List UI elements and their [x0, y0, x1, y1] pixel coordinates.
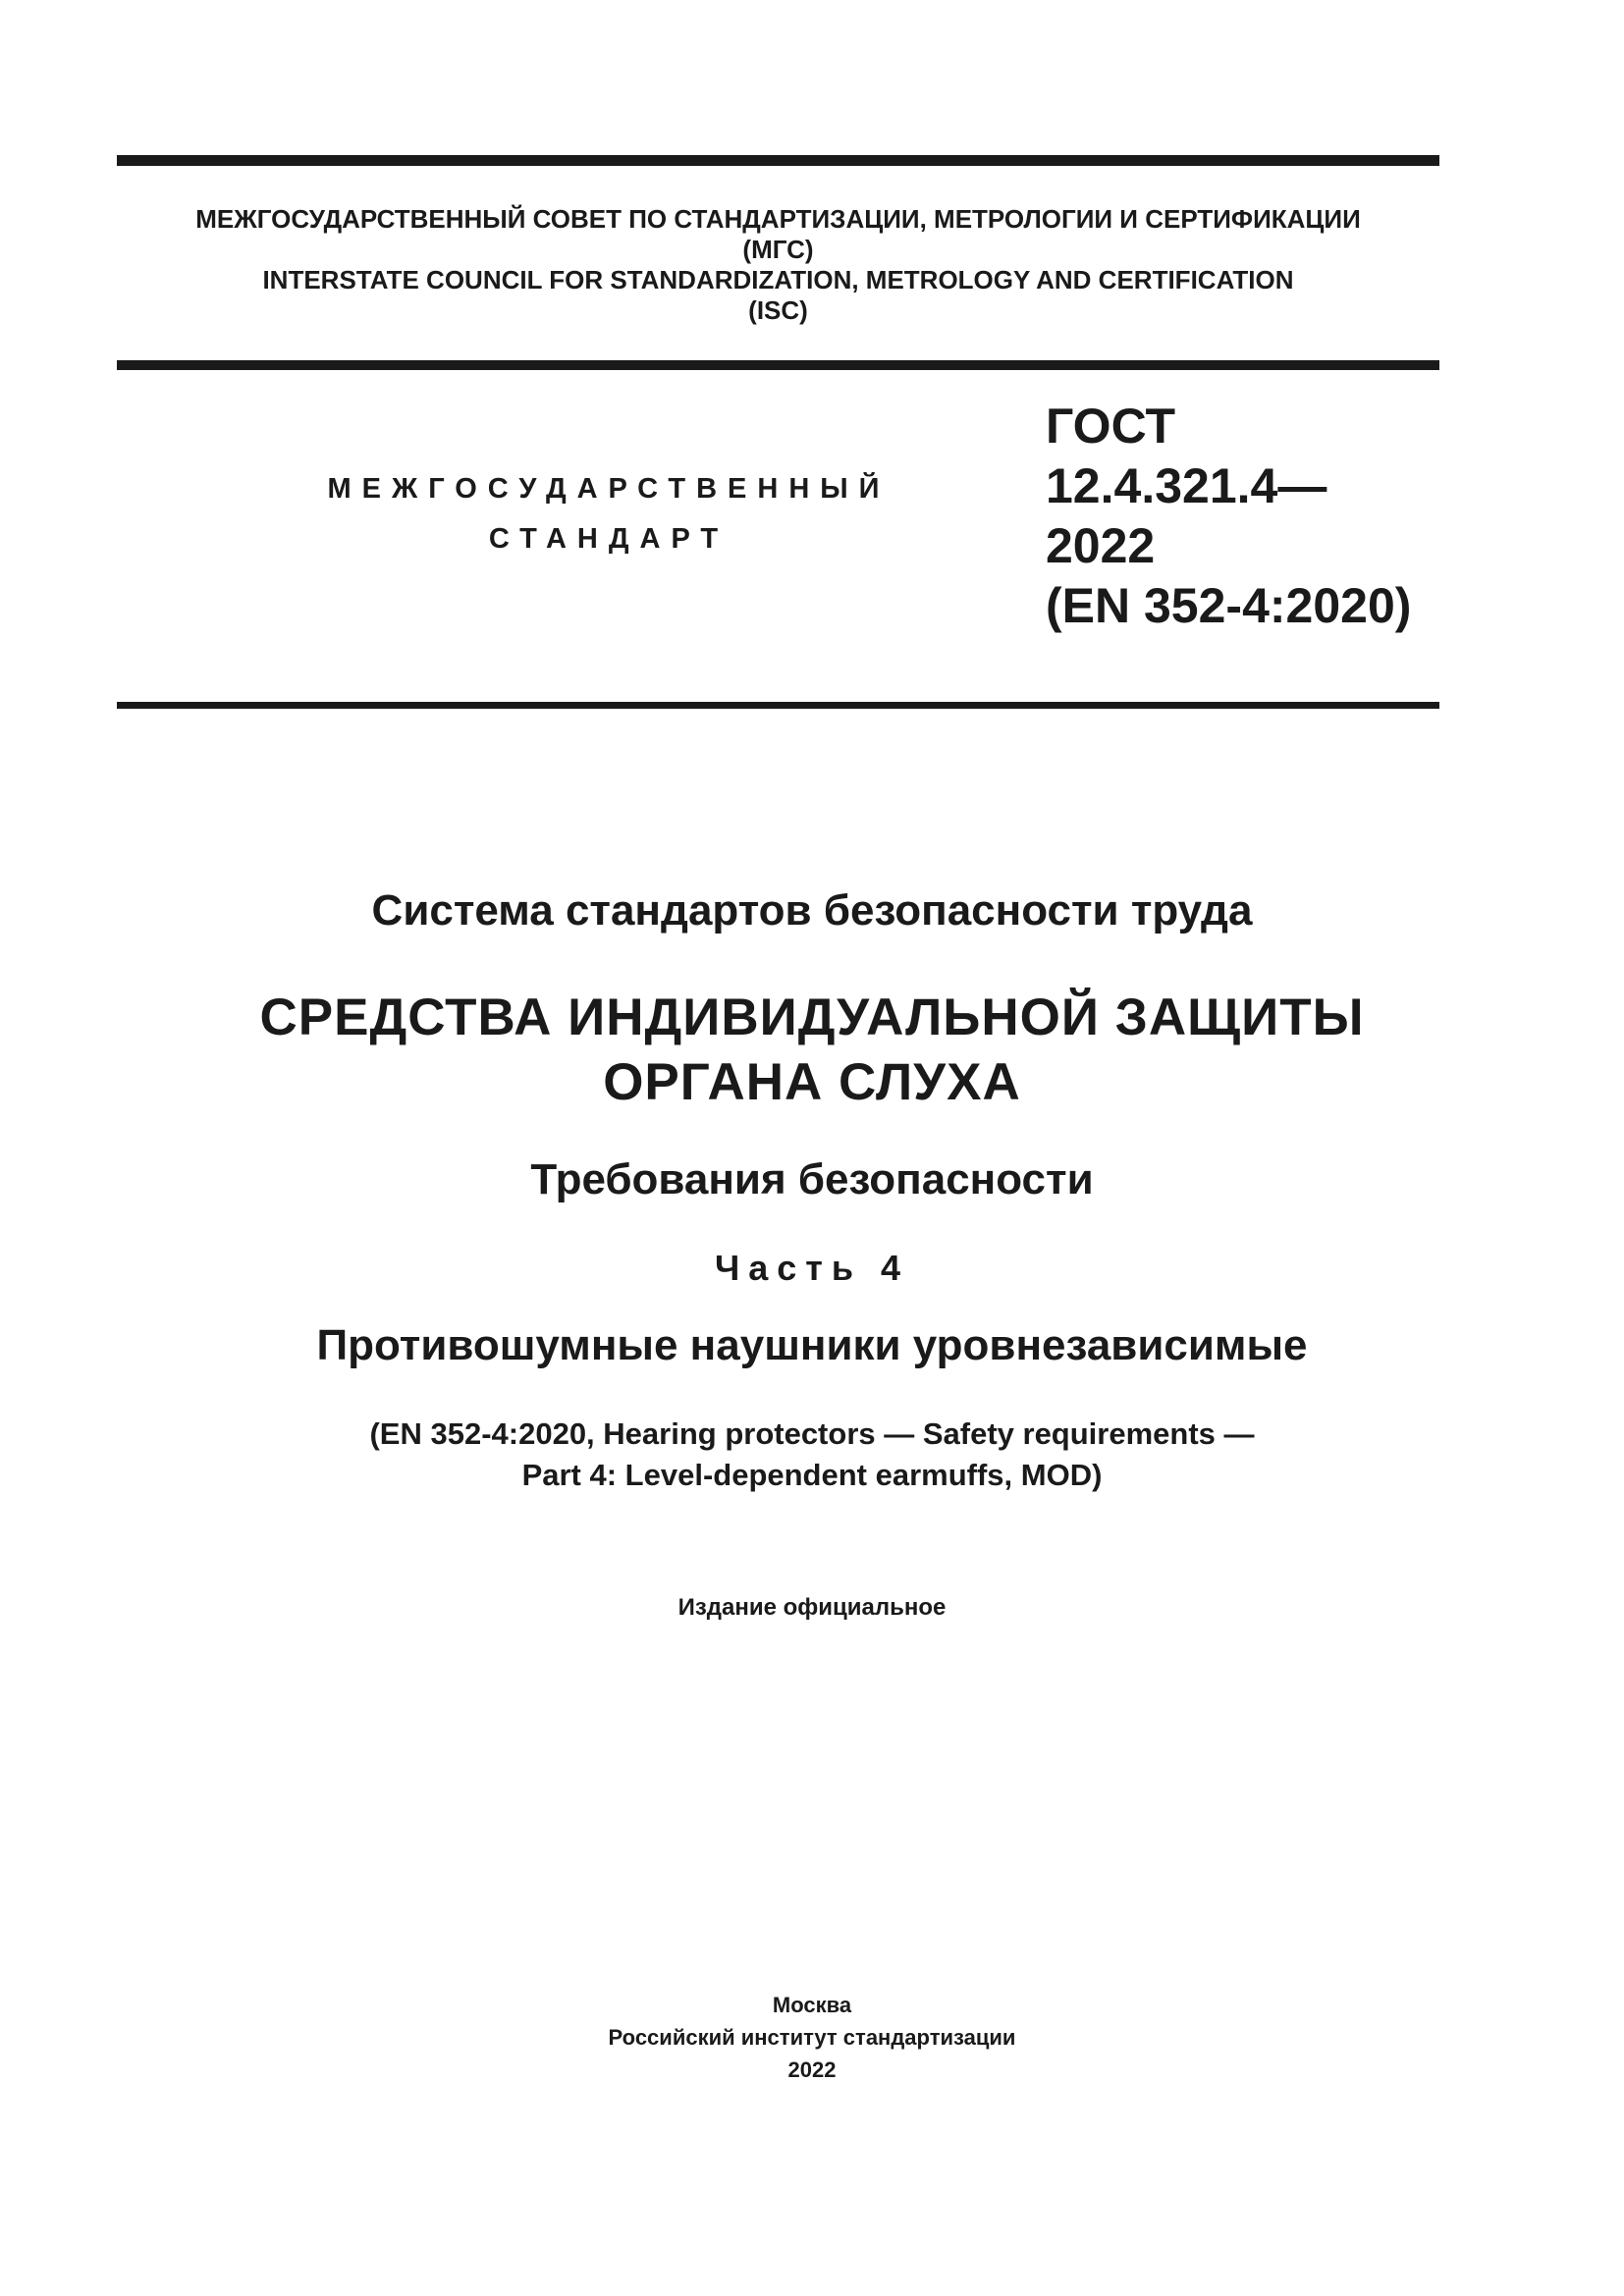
designation-line3: 2022 [1046, 518, 1156, 573]
designation-line4: (EN 352-4:2020) [1046, 578, 1412, 633]
council-abbr-ru: (МГС) [742, 235, 814, 264]
imprint-city: Москва [772, 1993, 852, 2017]
designation-line2: 12.4.321.4— [1046, 458, 1327, 513]
standard-type-line1: МЕЖГОСУДАРСТВЕННЫЙ [327, 473, 891, 505]
council-name-en: INTERSTATE COUNCIL FOR STANDARDIZATION, METROLOGY AND CERTIFICATION [262, 265, 1294, 294]
part-label-text: Часть 4 [714, 1248, 910, 1288]
part-label [0, 1247, 1624, 1290]
series-title-text: Система стандартов безопасности труда [371, 886, 1253, 934]
series-title [0, 885, 1624, 936]
document-subtitle-text: Требования безопасности [530, 1155, 1094, 1203]
designation-rule [117, 702, 1439, 709]
imprint [0, 1989, 1624, 2086]
en-reference-line2: Part 4: Level-dependent earmuffs, MOD) [521, 1458, 1103, 1492]
en-reference-line1: (EN 352-4:2020, Hearing protectors — Safety requirements — [369, 1416, 1255, 1451]
council-name-ru: МЕЖГОСУДАРСТВЕННЫЙ СОВЕТ ПО СТАНДАРТИЗАЦИИ, МЕТРОЛОГИИ И СЕРТИФИКАЦИИ [195, 204, 1361, 234]
document-title [0, 986, 1624, 1115]
header-rule [117, 360, 1439, 370]
council-abbr-en: (ISC) [748, 295, 808, 325]
standard-designation [1046, 397, 1411, 636]
standard-type-line2: СТАНДАРТ [488, 523, 730, 555]
document-title-line2: ОРГАНА СЛУХА [603, 1053, 1021, 1111]
document-subtitle [0, 1154, 1624, 1205]
part-title [0, 1320, 1624, 1371]
imprint-year: 2022 [787, 2057, 837, 2082]
en-reference [0, 1414, 1624, 1496]
edition-note-text: Издание официальное [677, 1594, 947, 1621]
top-rule [117, 155, 1439, 166]
imprint-publisher: Российский институт стандартизации [608, 2025, 1016, 2050]
council-header [117, 204, 1439, 326]
standard-type-label [285, 464, 933, 564]
designation-line1: ГОСТ [1046, 399, 1175, 454]
part-title-text: Противошумные наушники уровнезависимые [316, 1321, 1308, 1369]
edition-note [0, 1593, 1624, 1623]
document-title-line1: СРЕДСТВА ИНДИВИДУАЛЬНОЙ ЗАЩИТЫ [259, 988, 1365, 1046]
